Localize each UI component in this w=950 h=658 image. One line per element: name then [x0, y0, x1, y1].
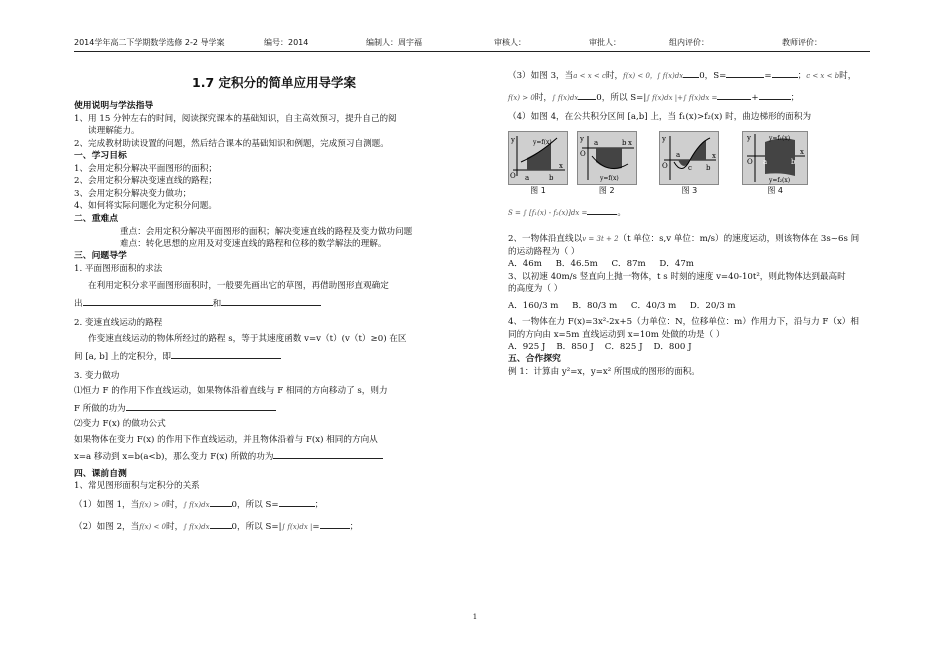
- fig2-origin-label: O: [579, 150, 586, 159]
- fig4-b-label: b: [791, 158, 796, 167]
- example-1: 例 1：计算由 y²=x，y=x² 所围成的图形的面积。: [508, 367, 700, 378]
- figure-row: [508, 131, 880, 197]
- case3-label: （3）如图 3，当: [508, 71, 574, 81]
- left-column: [74, 64, 474, 534]
- selftest-heading: 四、课前自测: [74, 468, 127, 479]
- guide2-text: 作变速直线运动的物体所经过的路程 s，等于其速度函数 v=v（t）(v（t）≥0) 在区: [88, 334, 407, 345]
- figure-2-svg: [578, 132, 636, 184]
- selftest-intro: 1、常见图形面积与定积分的关系: [74, 481, 200, 492]
- case2-equals: =: [312, 522, 320, 533]
- case4-text: （4）如图 4，在公共积分区间 [a,b] 上，当 f₁(x)>f₂(x) 时，曲边梯形的面积为: [508, 111, 812, 122]
- figure-3-caption: 图 3: [681, 186, 698, 196]
- case3-integral2: ∫ f(x)dx: [551, 94, 579, 103]
- right-column: [508, 68, 880, 379]
- answer-blank[interactable]: [726, 68, 764, 78]
- figure-1-svg: [509, 132, 567, 184]
- goal-item: 1、会用定积分解决平面图形的面积；: [74, 163, 217, 174]
- fig4-y-label: y: [747, 134, 752, 143]
- case2-integral: ∫ f(x)dx: [183, 523, 210, 532]
- case2-when: 时，: [166, 522, 184, 533]
- case3-plus: +: [751, 93, 759, 104]
- fig3-x-label: x: [712, 152, 717, 161]
- answer-blank[interactable]: [273, 449, 383, 459]
- fig3-c-label: c: [688, 164, 693, 173]
- teacher-eval: 教师评价：: [782, 38, 822, 47]
- figure-4-caption: 图 4: [767, 186, 784, 196]
- case3-s: 0，S=: [699, 71, 727, 81]
- q4-option[interactable]: C．825 J: [604, 342, 643, 353]
- q2-option[interactable]: D．47m: [659, 259, 694, 270]
- figure-3: [659, 131, 719, 197]
- fig4-curve1-label: y=f₁(x): [769, 135, 791, 143]
- key-heading: 二、重难点: [74, 213, 118, 224]
- q3-options: [508, 300, 880, 312]
- figure-2-caption: 图 2: [598, 186, 615, 196]
- case3-so: 0，所以 S=|: [596, 93, 647, 104]
- explore-heading: 五、合作探究: [508, 354, 561, 365]
- usage-line: 1、用 15 分钟左右的时间，阅读探究课本的基础知识，自主高效预习，提升自己的阅: [74, 113, 397, 124]
- q4-option[interactable]: A．925 J: [508, 342, 546, 353]
- case3-sum: ∫ f(x)dx |+∫ f(x)dx =: [646, 94, 718, 103]
- goals-heading: 一、学习目标: [74, 151, 127, 162]
- group-eval: 组内评价：: [669, 38, 709, 47]
- fig4-x-label: x: [800, 148, 805, 157]
- case1-end: ；: [314, 499, 324, 510]
- figure-2: [577, 131, 637, 197]
- goal-item: 3、会用定积分解决变力做功；: [74, 188, 192, 199]
- approver: 审批人：: [589, 38, 621, 47]
- figure-4: [742, 131, 808, 197]
- answer-blank[interactable]: [320, 519, 350, 529]
- q2-option[interactable]: B．46.5m: [555, 259, 598, 270]
- answer-blank[interactable]: [210, 519, 232, 529]
- q3-option[interactable]: B．80/3 m: [572, 300, 618, 311]
- answer-blank[interactable]: [578, 90, 596, 100]
- page-number: 1: [472, 613, 478, 621]
- guide1-text: 在利用定积分求平面图形面积时，一般要先画出它的草图，再借助图形直观确定: [88, 280, 389, 291]
- q2-options: [508, 258, 880, 270]
- reviewer: 审核人：: [494, 38, 526, 47]
- answer-blank[interactable]: [587, 205, 617, 215]
- fig2-x-label: x: [627, 139, 632, 148]
- answer-blank[interactable]: [279, 497, 315, 507]
- course-title: 2014学年高二下学期数学选修 2-2 导学案: [74, 38, 225, 47]
- q2-text-c: 的运动路程为（ ）: [508, 246, 580, 257]
- fig1-y-label: y: [511, 136, 515, 145]
- goal-item: 4、如何将实际问题化为定积分问题。: [74, 201, 217, 212]
- case1-integral: ∫ f(x)dx: [183, 500, 210, 509]
- q2-velocity: v = 3t + 2: [582, 235, 619, 244]
- guide2-interval: 间 [a, b] 上的定积分，即: [74, 352, 172, 363]
- fig1-b-label: b: [549, 174, 554, 183]
- case1-when: 时，: [166, 499, 184, 510]
- figure-1: [508, 131, 568, 197]
- figure-4-svg: [743, 132, 807, 184]
- answer-blank[interactable]: [126, 401, 276, 411]
- case3-interval: a < x < c: [573, 72, 606, 80]
- fig1-curve-label: y=f(x): [533, 139, 552, 147]
- case2-end: ；: [349, 522, 359, 533]
- figure-2-graph: [577, 131, 637, 185]
- q4-text-a: 4、一物体在力 F(x)=3x²-2x+5（力单位：N，位移单位：m）作用力下，沿与力 F（x）相: [508, 317, 859, 328]
- answer-blank[interactable]: [759, 90, 791, 100]
- answer-blank[interactable]: [717, 90, 751, 100]
- fig2-b-label: b: [621, 139, 627, 148]
- guide3-title: 3. 变力做功: [74, 370, 120, 381]
- guide-heading: 三、问题导学: [74, 251, 127, 262]
- usage-heading: 使用说明与学法指导: [74, 101, 154, 112]
- fig1-x-label: x: [559, 162, 563, 171]
- case3-condition: f(x) < 0: [623, 72, 650, 80]
- case3-interval2: c < x < b: [806, 72, 840, 80]
- doc-number: 编号：2014: [264, 38, 309, 47]
- fig4-origin-label: O: [747, 158, 753, 167]
- fig4-curve2-label: y=f₂(x): [769, 177, 791, 185]
- q2-text-b: （t 单位：s,v 单位：m/s）的速度运动，则该物体在 3s~6s 间: [618, 234, 860, 245]
- case3-end: ；: [790, 93, 800, 104]
- case3-when3: 时，: [534, 93, 552, 104]
- guide3-variable-force: ⑵变力 F(x) 的做功公式: [74, 419, 166, 430]
- case1-label: （1）如图 1，当: [74, 499, 140, 510]
- answer-blank[interactable]: [221, 296, 321, 306]
- case3-sep: ；: [797, 71, 807, 81]
- guide3-work-formula: x=a 移动到 x=b(a<b)，那么变力 F(x) 所做的功为: [74, 452, 274, 463]
- q4-option[interactable]: B．850 J: [556, 342, 594, 353]
- answer-blank[interactable]: [83, 296, 213, 306]
- case2-label: （2）如图 2，当: [74, 522, 140, 533]
- guide2-title: 2. 变速直线运动的路程: [74, 317, 163, 328]
- guide1-and: 和: [212, 299, 222, 310]
- goal-item: 2、会用定积分解决变速直线的路程；: [74, 176, 217, 187]
- q2-option[interactable]: C．87m: [611, 259, 646, 270]
- key-point: 重点：会用定积分解决平面图形的面积；解决变速直线的路程及变力做功问题: [120, 226, 413, 237]
- guide1-prefix: 出: [74, 299, 83, 310]
- case2-condition: f(x) < 0: [139, 523, 167, 532]
- q4-text-b: 同的方向由 x=5m 直线运动到 x=10m 处做的功是（ ）: [508, 329, 725, 340]
- case3-when2: 时，: [839, 71, 857, 81]
- guide3-text: 如果物体在变力 F(x) 的作用下作直线运动，并且物体沿着与 F(x) 相同的方向从: [74, 434, 378, 445]
- guide1-title: 1. 平面图形面积的求法: [74, 264, 163, 275]
- case3-integral: ，∫ f(x)dx: [649, 72, 684, 80]
- usage-line: 读理解能力。: [88, 126, 140, 137]
- fig3-a-label: a: [676, 151, 681, 160]
- q4-options: [508, 341, 880, 353]
- case2-result: 0，所以 S=|: [231, 522, 282, 533]
- figure-1-caption: 图 1: [530, 186, 546, 196]
- fig4-a-label: a: [763, 158, 768, 167]
- q3-option[interactable]: C．40/3 m: [630, 300, 677, 311]
- fig3-y-label: y: [662, 135, 667, 144]
- q3-option[interactable]: A．160/3 m: [508, 300, 559, 311]
- q2-option[interactable]: A．46m: [508, 259, 542, 270]
- q2-text-a: 2、一物体沿直线以: [508, 234, 583, 245]
- q3-text-a: 3、以初速 40m/s 竖直向上抛一物体，t s 时刻的速度 v=40-10t²，则此物体达到最高时: [508, 271, 846, 282]
- case3-when: 时，: [605, 71, 624, 81]
- fig2-y-label: y: [579, 135, 584, 144]
- fig1-origin-label: O: [510, 172, 516, 181]
- answer-blank[interactable]: [210, 497, 232, 507]
- figure-4-graph: [742, 131, 808, 185]
- answer-blank[interactable]: [683, 68, 699, 78]
- figure-3-svg: [660, 132, 718, 184]
- case1-condition: f(x) > 0: [139, 500, 167, 509]
- fig3-origin-label: O: [662, 162, 669, 171]
- case3-condition2: f(x) > 0: [508, 94, 535, 103]
- case1-result: 0，所以 S=: [231, 499, 279, 510]
- guide3-work-label: F 所做的功为: [74, 403, 126, 414]
- fig3-b-label: b: [706, 164, 711, 173]
- q4-option[interactable]: D．800 J: [653, 342, 692, 353]
- difficult-point: 难点：转化思想的应用及对变速直线的路程和位移的数学解法的理解。: [120, 239, 387, 249]
- author: 编制人：周宇福: [366, 38, 422, 47]
- fig1-a-label: a: [525, 174, 530, 183]
- page-header: [74, 37, 870, 52]
- figure-3-graph: [659, 131, 719, 185]
- q3-text-b: 的高度为（ ）: [508, 284, 563, 295]
- guide3-constant-force: ⑴恒力 F 的作用下作直线运动，如果物体沿着直线与 F 相同的方向移动了 s，则力: [74, 386, 388, 397]
- answer-blank[interactable]: [772, 68, 798, 78]
- q3-option[interactable]: D．20/3 m: [689, 300, 736, 311]
- fig2-a-label: a: [593, 139, 598, 148]
- case2-abs-integral: ∫ f(x)dx |: [281, 523, 313, 532]
- usage-line: 2、完成教材助读设置的问题，然后结合课本的基础知识和例题，完成预习自测题。: [74, 138, 389, 149]
- answer-blank[interactable]: [171, 349, 281, 359]
- case4-formula: S = ∫ [f₁(x) - f₂(x)]dx =: [508, 208, 588, 217]
- case3-eq: =: [764, 71, 772, 81]
- case4-end: 。: [617, 207, 627, 218]
- page-title: 1.7 定积分的简单应用导学案: [192, 75, 356, 90]
- figure-1-graph: [508, 131, 568, 185]
- fig2-curve-label: y=f(x): [599, 175, 619, 183]
